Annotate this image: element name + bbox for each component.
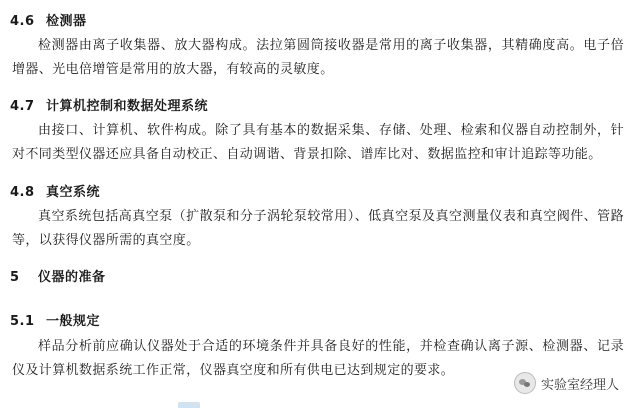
section-title: 真空系统 [46,185,101,200]
section-number: 4.6 [10,14,35,29]
section-heading-5 [10,266,106,285]
section-body-5-1: 样品分析前应确认仪器处于合适的环境条件并具备良好的性能，并检查确认离子源、检测器、记录仪及计算机数据系统工作正常，仪器真空度和所有供电已达到规定的要求。 [12,339,624,378]
bottom-edge-mark [178,402,200,408]
section-number: 4.7 [10,99,35,114]
section-body-4-8: 真空系统包括高真空泵（扩散泵和分子涡轮泵较常用）、低真空泵及真空测量仪表和真空阀件、管路等，以获得仪器所需的真空度。 [12,209,624,248]
section-heading-4-8 [10,181,100,200]
watermark-text: 实验室经理人 [540,377,619,393]
wechat-watermark [514,372,619,394]
section-title: 检测器 [46,14,87,29]
section-heading-4-6 [10,10,87,29]
section-heading-5-1 [10,310,100,329]
wechat-icon [514,372,536,394]
section-title: 计算机控制和数据处理系统 [46,99,209,114]
section-number: 4.8 [10,185,35,200]
section-number: 5 [10,270,20,285]
section-body-4-7: 由接口、计算机、软件构成。除了具有基本的数据采集、存储、处理、检索和仪器自动控制外，针对不同类型仪器还应具备自动校正、自动调谐、背景扣除、谱库比对、数据监控和审计追踪等功能。 [12,123,624,162]
section-heading-4-7 [10,95,208,114]
section-body-4-6: 检测器由离子收集器、放大器构成。法拉第圆筒接收器是常用的离子收集器，其精确度高。电子倍增器、光电倍增管是常用的放大器，有较高的灵敏度。 [12,38,624,77]
section-title: 仪器的准备 [38,270,106,285]
section-number: 5.1 [10,314,35,329]
section-title: 一般规定 [46,314,101,329]
